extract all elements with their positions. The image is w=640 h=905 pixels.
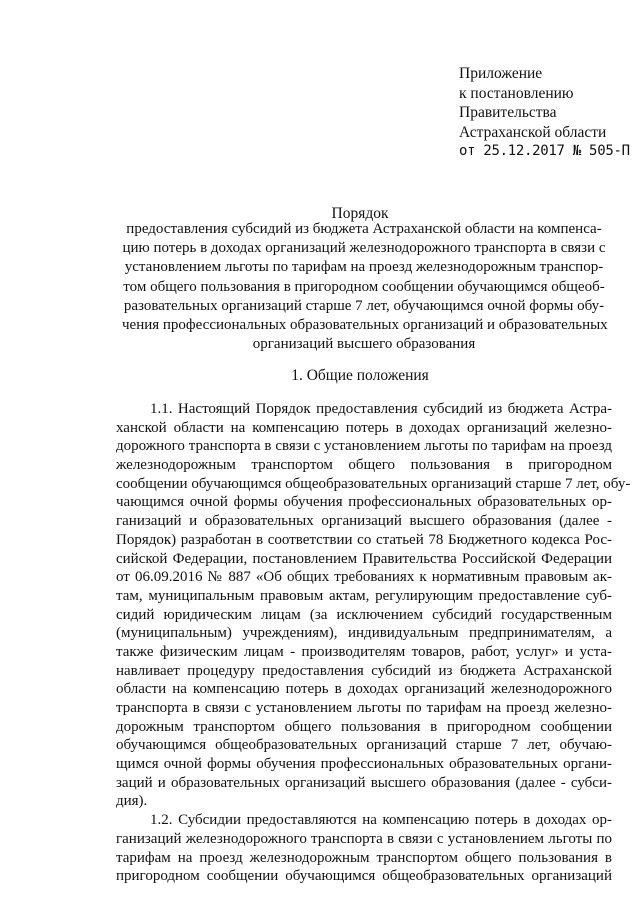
text-line: транспорта в связи с установлением льготы по тарифам на проезд железно- xyxy=(116,700,612,716)
text-line: от 06.09.2016 № 887 «Об общих требованиях к нормативным правовым ак- xyxy=(116,569,612,586)
text-line: ганизаций и образовательных организаций высшего образования (далее - xyxy=(116,513,612,530)
subtitle-line: том общего пользования в пригородном сообщении обучающимся общеоб- xyxy=(123,278,605,295)
appendix-date-line: от 25.12.2017 № 505-П xyxy=(459,143,630,159)
text-line: дия). xyxy=(116,793,148,810)
text-line: ганизаций железнодорожного транспорта в связи с установлением льготы по xyxy=(116,830,612,847)
text-line: дорожного транспорта в связи с установлением льготы по тарифам на проезд xyxy=(116,438,612,455)
text-line: сидий юридическим лицам (за исключением субсидий государственным xyxy=(116,606,612,623)
text-line: заций и образовательных организаций высшего образования (далее - субси- xyxy=(116,774,612,791)
appendix-header xyxy=(459,64,630,162)
document-subtitle xyxy=(122,220,606,354)
appendix-line: к постановлению xyxy=(459,84,574,102)
text-line: тарифам на проезд железнодорожным транспортом общего пользования в xyxy=(116,849,612,866)
text-line: пригородном сообщении обучающимся общеобразовательных организаций xyxy=(116,868,612,885)
subtitle-line: разовательных организаций старше 7 лет, обучающимся очной формы обу- xyxy=(123,297,605,314)
document-title: Порядок xyxy=(331,205,389,222)
text-line: навливает процедуру предоставления субсидий из бюджета Астраханской xyxy=(116,662,612,679)
section-heading: 1. Общие положения xyxy=(291,367,429,384)
text-line: железнодорожным транспортом общего пользования в пригородном xyxy=(116,457,612,474)
subtitle-line: предоставления субсидий из бюджета Астраханской области на компенса- xyxy=(126,221,602,237)
text-line: дорожным транспортом общего пользования в пригородном сообщении xyxy=(116,718,612,735)
subtitle-line: цию потерь в доходах организаций железнодорожного транспорта в связи с xyxy=(122,240,606,257)
appendix-line: Приложение xyxy=(459,65,543,82)
subtitle-line: установлением льготы по тарифам на проезд железнодорожным транспор- xyxy=(124,259,604,276)
text-line: обучающимся общеобразовательных организаций старше 7 лет, обучаю- xyxy=(116,737,612,754)
text-line: сийской Федерации, постановлением Правительства Российской Федерации xyxy=(116,550,612,567)
paragraph-1-1 xyxy=(116,400,631,811)
appendix-line: Астраханской области xyxy=(459,123,607,141)
subtitle-line: чения профессиональных образовательных организаций и образовательных xyxy=(122,317,608,334)
text-line: чающимся очной формы обучения профессиональных образовательных ор- xyxy=(116,494,612,511)
text-line: Порядок) разработан в соответствии со статьей 78 Бюджетного кодекса Рос- xyxy=(116,531,612,548)
text-line: сообщении обучающимся общеобразовательных организаций старше 7 лет, обу- xyxy=(116,475,631,492)
paragraph-1-2 xyxy=(116,811,612,886)
body-text xyxy=(116,400,631,886)
appendix-line: Правительства xyxy=(459,104,557,121)
subtitle-line: организаций высшего образования xyxy=(252,336,476,353)
text-line: (муниципальным) учреждениям), индивидуальным предпринимателям, а xyxy=(116,625,612,642)
text-line: ханской области на компенсацию потерь в доходах организаций железно- xyxy=(116,419,612,436)
text-line: там, муниципальным правовым актам, регулирующим предоставление суб- xyxy=(116,587,612,604)
text-line: 1.1. Настоящий Порядок предоставления субсидий из бюджета Астра- xyxy=(150,401,612,417)
text-line: 1.2. Субсидии предоставляются на компенсацию потерь в доходах ор- xyxy=(150,812,612,829)
text-line: области на компенсацию потерь в доходах организаций железнодорожного xyxy=(116,681,612,698)
text-line: также физическим лицам - производителям товаров, работ, услуг» и уста- xyxy=(116,643,612,660)
text-line: щимся очной формы обучения профессиональных образовательных органи- xyxy=(116,756,612,773)
